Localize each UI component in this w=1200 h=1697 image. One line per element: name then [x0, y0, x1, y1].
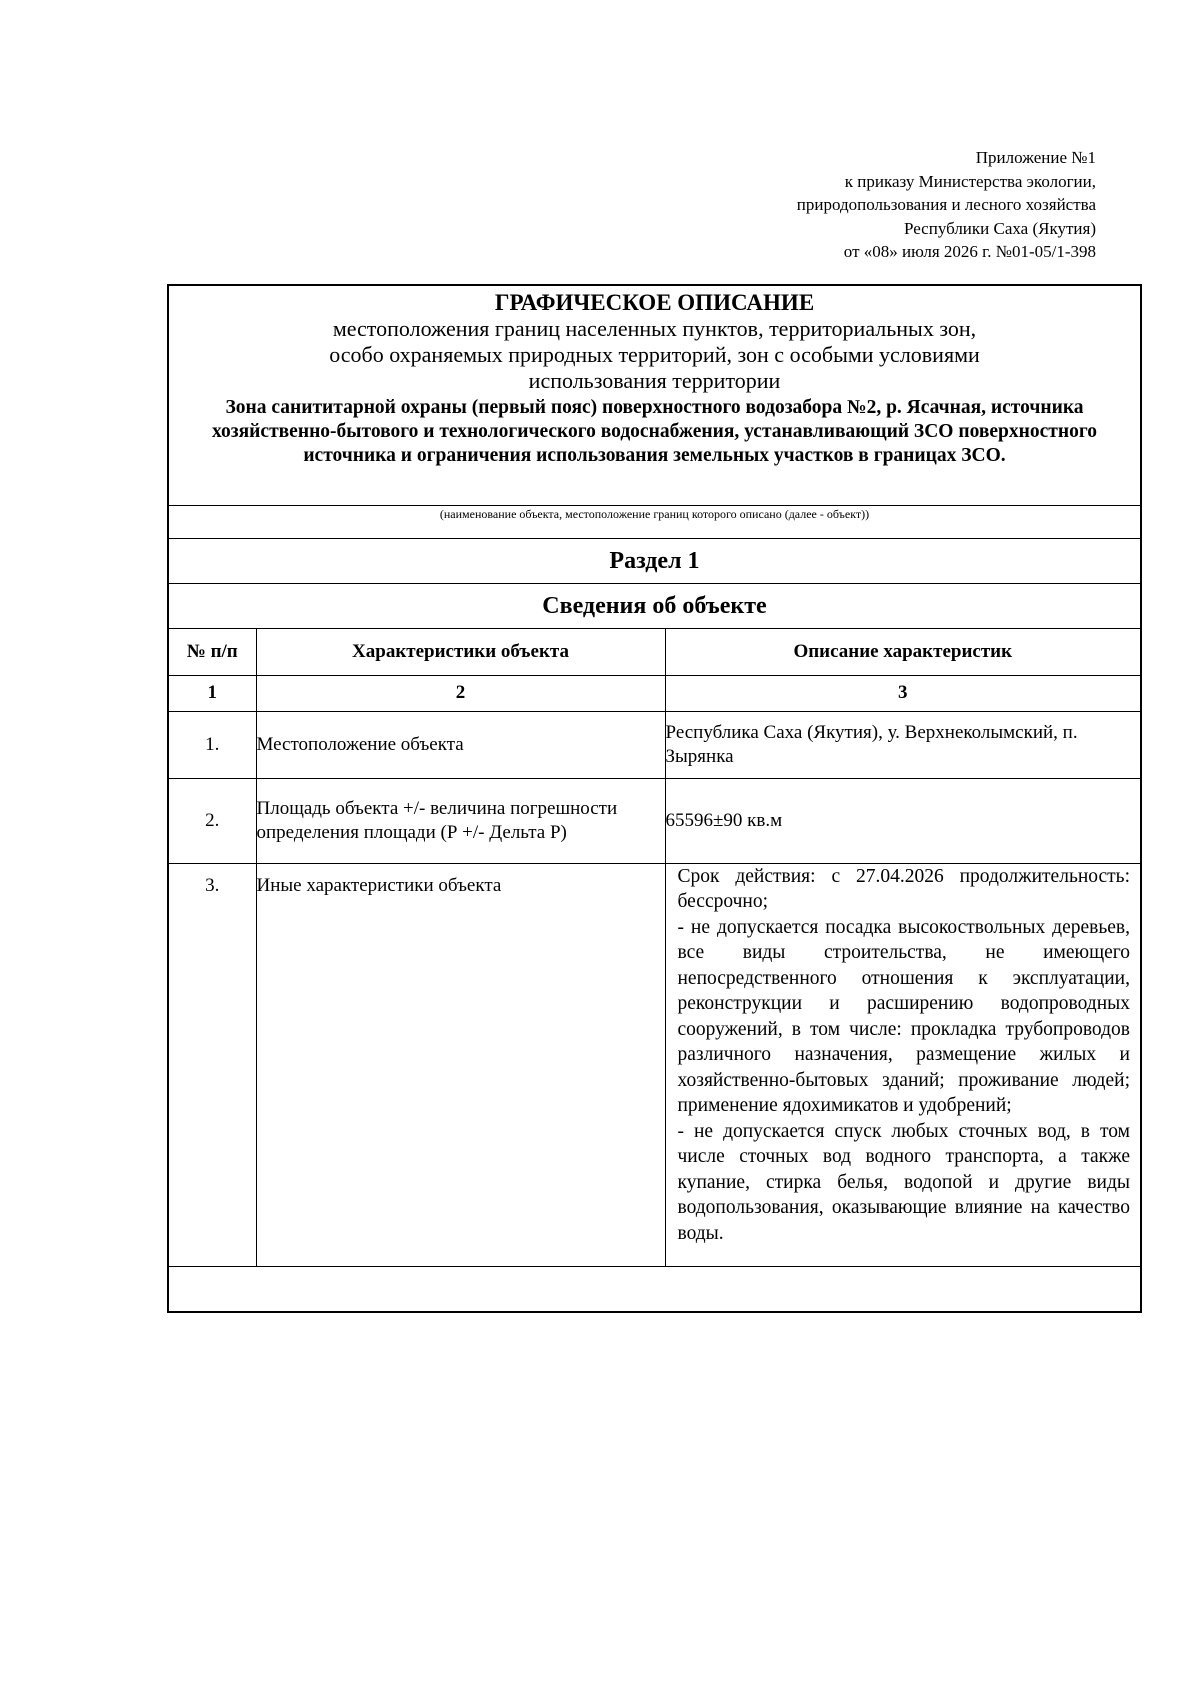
header-line: природопользования и лесного хозяйства [796, 195, 1096, 214]
section-title: Раздел 1 [169, 539, 1140, 584]
table-header-row [169, 629, 1140, 675]
column-header-number: № п/п [169, 629, 256, 675]
column-number: 3 [665, 675, 1140, 711]
description-paragraph: - не допускается спуск любых сточных вод, в том числе сточных вод водного транспорта, а также купание, стирка белья, водопой и другие виды водопользования, оказывающие влияние на качество воды. [677, 1120, 1130, 1244]
column-header-characteristic: Характеристики объекта [256, 629, 665, 675]
row-characteristic: Местоположение объекта [256, 711, 665, 778]
column-number-row [169, 675, 1140, 711]
header-line: от «08» июля 2026 г. №01-05/1-398 [843, 242, 1096, 261]
table-row [169, 863, 1140, 1266]
document-frame [167, 284, 1142, 1313]
row-description: 65596±90 кв.м [665, 778, 1140, 863]
row-number: 2. [169, 778, 256, 863]
section-subtitle: Сведения об объекте [169, 584, 1140, 629]
column-number: 2 [256, 675, 665, 711]
characteristics-table [169, 629, 1140, 1267]
table-row [169, 778, 1140, 863]
title-subline: использования территории [528, 368, 781, 393]
row-description [665, 863, 1140, 1266]
row-characteristic: Площадь объекта +/- величина погрешности определения площади (Р +/- Дельта Р) [256, 778, 665, 863]
column-header-description: Описание характеристик [665, 629, 1140, 675]
row-description: Республика Саха (Якутия), у. Верхнеколымский, п. Зырянка [665, 711, 1140, 778]
table-row [169, 711, 1140, 778]
description-paragraph: Срок действия: с 27.04.2026 продолжительность: бессрочно; [677, 865, 1130, 912]
row-number: 1. [169, 711, 256, 778]
object-name: Зона санититарной охраны (первый пояс) поверхностного водозабора №2, р. Ясачная, источника хозяйственно-бытового и технологического водоснабжения, устанавливающий ЗСО поверхностного источника и ограничения использования земельных участков в границах ЗСО. [212, 397, 1097, 466]
empty-row [169, 1266, 1140, 1311]
document-title: ГРАФИЧЕСКОЕ ОПИСАНИЕ [494, 290, 815, 315]
column-number: 1 [169, 675, 256, 711]
object-caption: (наименование объекта, местоположение границ которого описано (далее - объект)) [169, 506, 1140, 539]
header-line: Приложение №1 [975, 148, 1096, 167]
title-subline: особо охраняемых природных территорий, зон с особыми условиями [329, 342, 980, 367]
header-line: к приказу Министерства экологии, [844, 171, 1096, 191]
row-number: 3. [169, 863, 256, 1266]
description-paragraph: - не допускается посадка высокоствольных деревьев, все виды строительства, не имеющего непосредственного отношения к эксплуатации, реконструкции и расширению водопроводных сооружений, в том числе: прокладка трубопроводов различного назначения, размещение жилых и хозяйственно-бытовых зданий; проживание людей; применение ядохимикатов и удобрений; [677, 916, 1130, 1116]
title-block [169, 286, 1140, 506]
header-line: Республики Саха (Якутия) [903, 218, 1096, 238]
appendix-header [496, 146, 1096, 264]
title-subline: местоположения границ населенных пунктов, территориальных зон, [332, 316, 977, 341]
row-characteristic: Иные характеристики объекта [256, 863, 665, 1266]
